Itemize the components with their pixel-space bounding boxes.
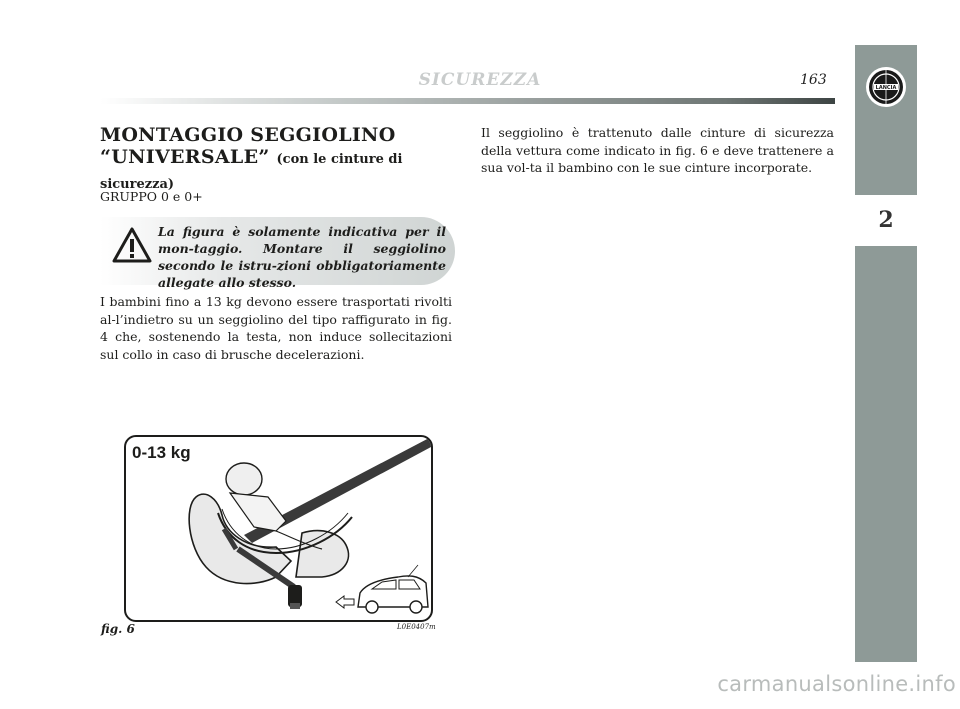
warning-triangle-icon [112, 227, 152, 263]
section-title-text: MONTAGGIO SEGGIOLINO “UNIVERSALE” [100, 124, 396, 168]
page-number: 163 [800, 72, 827, 88]
body-paragraph-left: I bambini fino a 13 kg devono essere trasportati rivolti al-l’indietro su un seggiolino del tipo raffigurato in fig. 4 che, sostenendo la testa, non induce sollecitazioni sul collo in caso di brusche decelerazioni. [100, 294, 452, 362]
svg-text:LANCIA: LANCIA [875, 85, 897, 91]
group-label: GRUPPO 0 e 0+ [100, 189, 203, 204]
running-header-title: SICUREZZA [418, 70, 542, 90]
sidebar-tab-bottom [855, 246, 917, 662]
body-paragraph-right: Il seggiolino è trattenuto dalle cinture di sicurezza della vettura come indicato in fig. 6 e deve trattenere a sua vol-ta il bambino con le sue cinture incorporate. [481, 125, 834, 175]
figure-illustration [124, 435, 433, 622]
section-subtitle: (con le cinture di sicurezza) [100, 152, 403, 192]
chapter-number: 2 [878, 207, 894, 233]
watermark: carmanualsonline.info [717, 672, 956, 696]
figure-weight-label: 0-13 kg [132, 443, 191, 462]
figure-caption: fig. 6 [101, 622, 135, 636]
warning-text: La figura è solamente indicativa per il mon-taggio. Montare il seggiolino secondo le istru-zioni obbligatoriamente allegate allo stesso. [158, 224, 446, 290]
lancia-logo-icon [864, 65, 908, 109]
figure-code: L0E0407m [397, 623, 436, 631]
child-seat-illustration [126, 437, 431, 620]
section-title [100, 124, 460, 196]
header-divider [100, 98, 835, 104]
warning-box [100, 217, 455, 290]
